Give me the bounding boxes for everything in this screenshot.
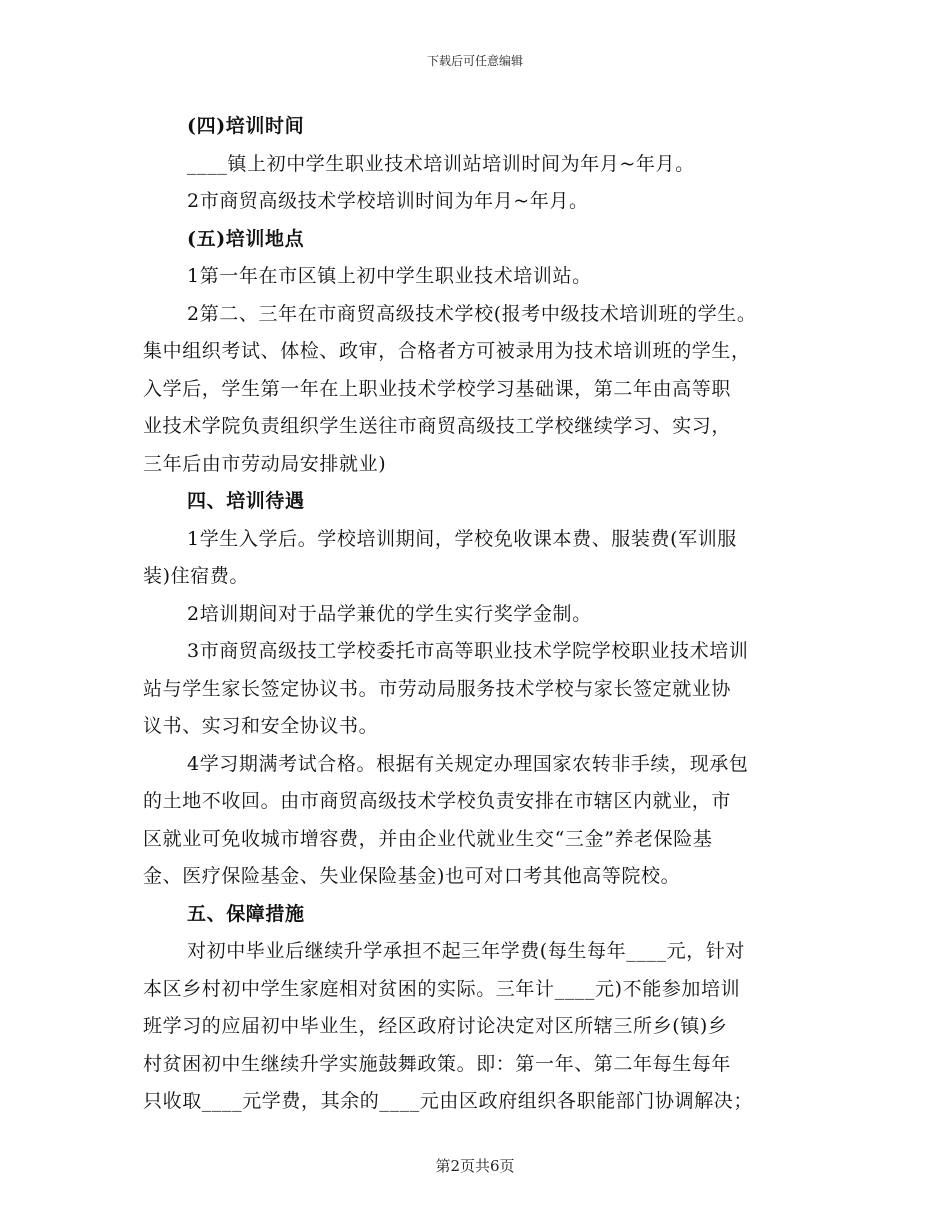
text-line: 3市商贸高级技工学校委托市高等职业技术学院学校职业技术培训	[187, 640, 749, 662]
text-line: 村贫困初中生继续升学实施鼓舞政策。即：第一年、第二年每生每年	[143, 1052, 732, 1075]
section-heading: (四)培训时间	[187, 115, 305, 137]
text-line: 业技术学院负责组织学生送往市商贸高级技工学校继续学习、实习，	[143, 415, 732, 437]
text-line: 装)住宿费。	[143, 565, 250, 587]
section-heading: 五、保障措施	[187, 902, 305, 925]
text-line: 对初中毕业后继续升学承担不起三年学费(每生每年____元，针对	[187, 940, 746, 962]
text-line: 金、医疗保险基金、失业保险基金)也可对口考其他高等院校。	[143, 865, 681, 887]
text-line: 班学习的应届初中毕业生，经区政府讨论决定对区所辖三所乡(镇)乡	[143, 1015, 728, 1037]
section-heading: 四、培训待遇	[187, 490, 305, 512]
text-line: 只收取____元学费，其余的____元由区政府组织各职能部门协调解决；	[143, 1090, 754, 1112]
text-line: 的土地不收回。由市商贸高级技术学校负责安排在市辖区内就业，市	[143, 790, 732, 812]
text-line: 2培训期间对于品学兼优的学生实行奖学金制。	[187, 602, 592, 625]
text-line: ____镇上初中学生职业技术培训站培训时间为年月~年月。	[187, 152, 695, 175]
text-line: 1学生入学后。学校培训期间，学校免收课本费、服装费(军训服	[187, 527, 737, 550]
text-line: 三年后由市劳动局安排就业)	[143, 452, 387, 475]
section-heading: (五)培训地点	[187, 227, 305, 250]
text-line: 2市商贸高级技术学校培训时间为年月~年月。	[187, 190, 589, 212]
text-line: 入学后，学生第一年在上职业技术学校学习基础课，第二年由高等职	[143, 377, 732, 400]
document-body	[143, 108, 823, 1121]
page-header: 下载后可任意编辑	[426, 54, 523, 68]
text-line: 本区乡村初中学生家庭相对贫困的实际。三年计____元)不能参加培训	[143, 977, 741, 1000]
text-line: 2第二、三年在市商贸高级技术学校(报考中级技术培训班的学生。	[187, 302, 757, 325]
page-footer: 第2页共6页	[435, 1157, 515, 1175]
text-line: 站与学生家长签定协议书。市劳动局服务技术学校与家长签定就业协	[143, 677, 732, 700]
text-line: 区就业可免收城市增容费，并由企业代就业生交“三金”养老保险基	[143, 827, 713, 850]
text-line: 集中组织考试、体检、政审，合格者方可被录用为技术培训班的学生，	[143, 340, 751, 362]
text-line: 1第一年在市区镇上初中学生职业技术培训站。	[187, 265, 592, 287]
text-line: 4学习期满考试合格。根据有关规定办理国家农转非手续，现承包	[187, 752, 749, 775]
text-line: 议书、实习和安全协议书。	[143, 715, 379, 737]
